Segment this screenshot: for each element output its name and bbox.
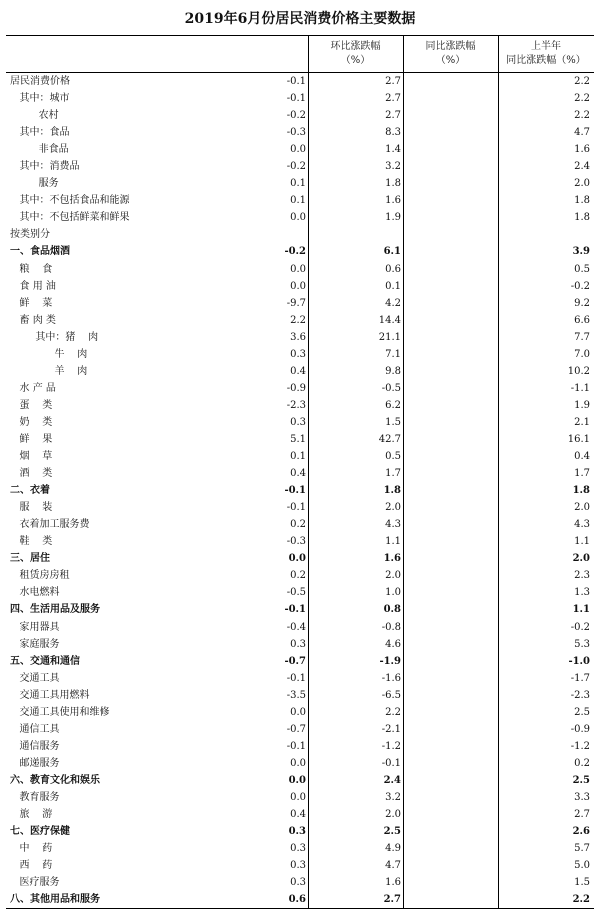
cell-yoy: 2.2 [385,706,401,718]
table-row [6,243,594,260]
cell-mom: 3.6 [290,331,306,343]
table-row [6,158,594,175]
row-label: 家用器具 [10,621,60,633]
cell-h1: -1.0 [568,655,590,667]
cell-mom: -0.3 [286,127,306,139]
cell-h1: 9.2 [574,297,590,309]
row-label: 七、医疗保健 [10,826,70,838]
row-label: 邮递服务 [10,757,60,769]
table-row [6,516,594,533]
cell-mom: -9.7 [286,297,306,309]
cell-mom: 0.3 [290,860,306,872]
row-label: 六、教育文化和娱乐 [10,774,100,786]
table-row [6,363,594,380]
cell-mom: 0.4 [290,809,306,821]
table-row [6,806,594,823]
page-title: 2019年6月份居民消费价格主要数据 [184,11,416,27]
cell-h1: 2.3 [574,570,590,582]
cell-h1: 2.2 [574,76,590,87]
row-label: 牛 肉 [10,348,88,360]
cell-mom: -0.1 [286,740,306,752]
row-label: 四、生活用品及服务 [10,604,100,616]
cell-yoy: 0.6 [385,263,401,275]
cell-h1: 0.4 [574,451,590,463]
cell-mom: -0.9 [286,382,306,394]
cell-mom: -0.1 [284,604,306,616]
cell-h1: 1.1 [574,536,590,548]
row-label: 中 药 [10,843,53,855]
row-label: 羊 肉 [10,365,88,377]
table-row [6,73,594,90]
cell-h1: 2.2 [572,894,590,906]
cell-h1: 4.7 [574,127,590,139]
table-row [6,448,594,465]
row-label: 水 产 品 [10,382,56,394]
cell-mom: 0.4 [290,365,306,377]
cell-mom: 0.0 [290,280,306,292]
cell-yoy: 3.2 [385,161,401,173]
cell-yoy: -1.6 [381,672,401,684]
cell-h1: 2.4 [574,161,590,173]
cell-h1: 16.1 [567,433,590,445]
cell-h1: 2.5 [572,774,590,786]
table-row [6,397,594,414]
row-label: 鲜 菜 [10,297,53,309]
cell-mom: 0.6 [288,894,306,906]
cell-yoy: 1.8 [383,485,401,497]
cell-yoy: 2.7 [385,110,401,122]
cell-yoy: 9.8 [385,365,401,377]
cell-mom: 0.0 [290,212,306,224]
table-row [6,192,594,209]
table-row [6,533,594,550]
header-yoy-line1: 同比涨跌幅 [425,41,476,52]
cell-yoy: 14.4 [378,314,401,326]
table-row [6,755,594,772]
table-row [6,772,594,789]
row-label: 畜 肉 类 [10,314,56,326]
cell-h1: 2.6 [572,826,590,838]
cell-h1: 2.5 [574,706,590,718]
cell-yoy: 1.1 [385,536,401,548]
row-label: 非食品 [10,144,69,156]
row-label: 鲜 果 [10,433,53,445]
cell-h1: 6.6 [574,314,590,326]
cell-yoy: 1.7 [385,468,401,480]
cell-yoy: 21.1 [378,331,401,343]
cell-mom: -0.1 [286,76,306,87]
cell-mom: 0.1 [290,195,306,207]
cell-mom: 0.1 [290,178,306,190]
cell-h1: 7.0 [574,348,590,360]
cell-mom: 0.4 [290,468,306,480]
cell-yoy: -1.9 [379,655,401,667]
cell-h1: -1.1 [570,382,590,394]
cell-yoy: 2.0 [385,502,401,514]
row-label: 其中：食品 [10,127,70,139]
table-row [6,670,594,687]
header-mom [308,36,403,72]
cell-yoy: 1.6 [385,195,401,207]
row-label: 蛋 类 [10,399,53,411]
table-row [6,209,594,226]
cell-yoy: -2.1 [381,723,401,735]
row-label: 西 药 [10,860,53,872]
cell-yoy: 8.3 [385,127,401,139]
table-row [6,414,594,431]
row-label: 服 装 [10,502,53,514]
cell-h1: -0.2 [570,280,590,292]
row-label: 按类别分 [10,229,50,241]
cell-yoy: 1.8 [385,178,401,190]
cell-yoy: -0.5 [381,382,401,394]
cell-mom: 0.2 [290,519,306,531]
cell-yoy: 4.7 [385,860,401,872]
row-label: 其中：不包括食品和能源 [10,195,130,207]
table-row [6,584,594,601]
cell-h1: 5.0 [574,860,590,872]
table-row [6,636,594,653]
cell-yoy: 2.7 [385,76,401,87]
cell-mom: -2.3 [286,399,306,411]
row-label: 一、食品烟酒 [10,246,70,258]
cell-yoy: 4.3 [385,519,401,531]
table-row [6,619,594,636]
cell-mom: -0.7 [284,655,306,667]
table-row [6,107,594,124]
cell-mom: 0.0 [290,757,306,769]
cell-yoy: 0.5 [385,451,401,463]
cell-yoy: 0.1 [385,280,401,292]
cell-mom: -0.7 [286,723,306,735]
row-label: 农村 [10,110,59,122]
cell-h1: 5.3 [574,638,590,650]
cell-yoy: -0.1 [381,757,401,769]
cell-mom: 0.0 [290,144,306,156]
cell-mom: -0.1 [286,502,306,514]
cell-mom: -0.2 [286,161,306,173]
row-label: 八、其他用品和服务 [10,894,100,906]
row-label: 医疗服务 [10,877,60,889]
cell-mom: 5.1 [290,433,306,445]
table-row [6,823,594,840]
table-row [6,653,594,670]
table-row [6,124,594,141]
table-row [6,687,594,704]
cell-h1: 3.9 [572,246,590,258]
cell-mom: -0.3 [286,536,306,548]
cell-h1: 5.7 [574,843,590,855]
row-label: 服务 [10,178,59,190]
cell-mom: 0.3 [290,843,306,855]
row-label: 其中：不包括鲜菜和鲜果 [10,212,130,224]
cell-mom: 0.0 [290,706,306,718]
cell-mom: 0.0 [288,774,306,786]
cell-h1: 3.3 [574,791,590,803]
cell-yoy: 4.9 [385,843,401,855]
cell-yoy: 0.8 [383,604,401,616]
cell-h1: 2.0 [572,553,590,565]
row-label: 粮 食 [10,263,53,275]
cell-mom: -3.5 [286,689,306,701]
table-row [6,431,594,448]
row-label: 居民消费价格 [10,76,70,87]
cell-h1: 1.7 [574,468,590,480]
header-h1 [498,36,594,72]
cell-h1: 0.5 [574,263,590,275]
table-row [6,789,594,806]
table-row [6,891,594,908]
table-row [6,874,594,891]
row-label: 通信工具 [10,723,60,735]
row-label: 交通工具 [10,672,60,684]
cell-mom: 0.3 [290,638,306,650]
cell-mom: 0.1 [290,451,306,463]
cell-h1: 2.2 [574,110,590,122]
cell-h1: 1.3 [574,587,590,599]
row-label: 交通工具使用和维修 [10,706,110,718]
table-header [6,35,594,73]
cell-h1: 10.2 [567,365,590,377]
cell-h1: 1.8 [574,212,590,224]
table-row [6,261,594,278]
cell-h1: 0.2 [574,757,590,769]
header-mom-line2: （%） [340,55,371,66]
cell-mom: 0.3 [290,416,306,428]
table-row [6,567,594,584]
cell-h1: 2.0 [574,178,590,190]
cell-yoy: 6.2 [385,399,401,411]
table-row [6,141,594,158]
row-label: 烟 草 [10,451,53,463]
cell-mom: -0.5 [286,587,306,599]
cell-mom: -0.1 [286,672,306,684]
cell-yoy: 3.2 [385,791,401,803]
cell-yoy: 2.4 [383,774,401,786]
cell-h1: 2.7 [574,809,590,821]
table-row [6,857,594,874]
cell-yoy: 1.5 [385,416,401,428]
row-label: 三、居住 [10,553,50,565]
cell-h1: -0.2 [570,621,590,633]
table-row [6,90,594,107]
cell-yoy: 1.6 [383,553,401,565]
row-label: 鞋 类 [10,536,53,548]
header-yoy [403,36,498,72]
cell-yoy: 2.7 [385,93,401,105]
table-row [6,499,594,516]
cell-h1: -1.2 [570,740,590,752]
cell-h1: 2.0 [574,502,590,514]
table-row [6,550,594,567]
cell-mom: -0.2 [284,246,306,258]
cell-yoy: 2.0 [385,570,401,582]
cell-yoy: 1.9 [385,212,401,224]
cell-yoy: -1.2 [381,740,401,752]
table-row [6,346,594,363]
cell-yoy: 2.5 [383,826,401,838]
table-row [6,601,594,618]
cell-h1: -2.3 [570,689,590,701]
row-label: 教育服务 [10,791,60,803]
cell-yoy: -6.5 [381,689,401,701]
row-label: 其中：猪 肉 [10,331,99,343]
cell-mom: -0.2 [286,110,306,122]
row-label: 衣着加工服务费 [10,519,90,531]
cell-yoy: 1.6 [385,877,401,889]
row-label: 酒 类 [10,468,53,480]
cell-h1: 1.5 [574,877,590,889]
cell-mom: 0.2 [290,570,306,582]
cell-h1: 7.7 [574,331,590,343]
cell-yoy: 2.7 [383,894,401,906]
cell-h1: 1.1 [572,604,590,616]
cpi-table [6,35,594,909]
cell-h1: 4.3 [574,519,590,531]
cell-yoy: 4.2 [385,297,401,309]
cell-yoy: 2.0 [385,809,401,821]
cell-h1: 2.1 [574,416,590,428]
cell-mom: 0.0 [288,553,306,565]
row-label: 通信服务 [10,740,60,752]
header-h1-line2: 同比涨跌幅（%） [506,55,586,66]
table-body [6,73,594,909]
row-label: 家庭服务 [10,638,60,650]
cell-h1: -1.7 [570,672,590,684]
table-row [6,295,594,312]
row-label: 水电燃料 [10,587,60,599]
cell-yoy: 42.7 [378,433,401,445]
cell-h1: 1.8 [572,485,590,497]
table-row [6,175,594,192]
table-row [6,738,594,755]
row-label: 二、衣着 [10,485,50,497]
row-label: 其中：消费品 [10,161,80,173]
table-row [6,278,594,295]
cell-mom: 0.0 [290,791,306,803]
cell-mom: 0.0 [290,263,306,275]
table-row [6,226,594,243]
cell-yoy: 6.1 [383,246,401,258]
row-label: 奶 类 [10,416,53,428]
cell-mom: 2.2 [290,314,306,326]
row-label: 租赁房房租 [10,570,70,582]
table-row [6,721,594,738]
table-row [6,704,594,721]
row-label: 五、交通和通信 [10,655,80,667]
cell-mom: -0.1 [286,93,306,105]
table-row [6,312,594,329]
row-label: 旅 游 [10,809,53,821]
cell-yoy: 1.0 [385,587,401,599]
row-label: 交通工具用燃料 [10,689,90,701]
cell-h1: 1.6 [574,144,590,156]
header-h1-line1: 上半年 [531,41,561,52]
cell-yoy: 1.4 [385,144,401,156]
cell-yoy: 7.1 [385,348,401,360]
cell-mom: 0.3 [290,348,306,360]
cell-yoy: 4.6 [385,638,401,650]
cell-mom: 0.3 [288,826,306,838]
cell-mom: 0.3 [290,877,306,889]
table-row [6,329,594,346]
cell-mom: -0.4 [286,621,306,633]
header-yoy-line2: （%） [435,55,466,66]
cell-h1: 1.9 [574,399,590,411]
table-row [6,840,594,857]
cell-h1: 1.8 [574,195,590,207]
cell-mom: -0.1 [284,485,306,497]
row-label: 食 用 油 [10,280,56,292]
header-mom-line1: 环比涨跌幅 [330,41,381,52]
table-row [6,380,594,397]
row-label: 其中：城市 [10,93,70,105]
table-row [6,482,594,499]
cell-yoy: -0.8 [381,621,401,633]
cell-h1: -0.9 [570,723,590,735]
cell-h1: 2.2 [574,93,590,105]
table-row [6,465,594,482]
